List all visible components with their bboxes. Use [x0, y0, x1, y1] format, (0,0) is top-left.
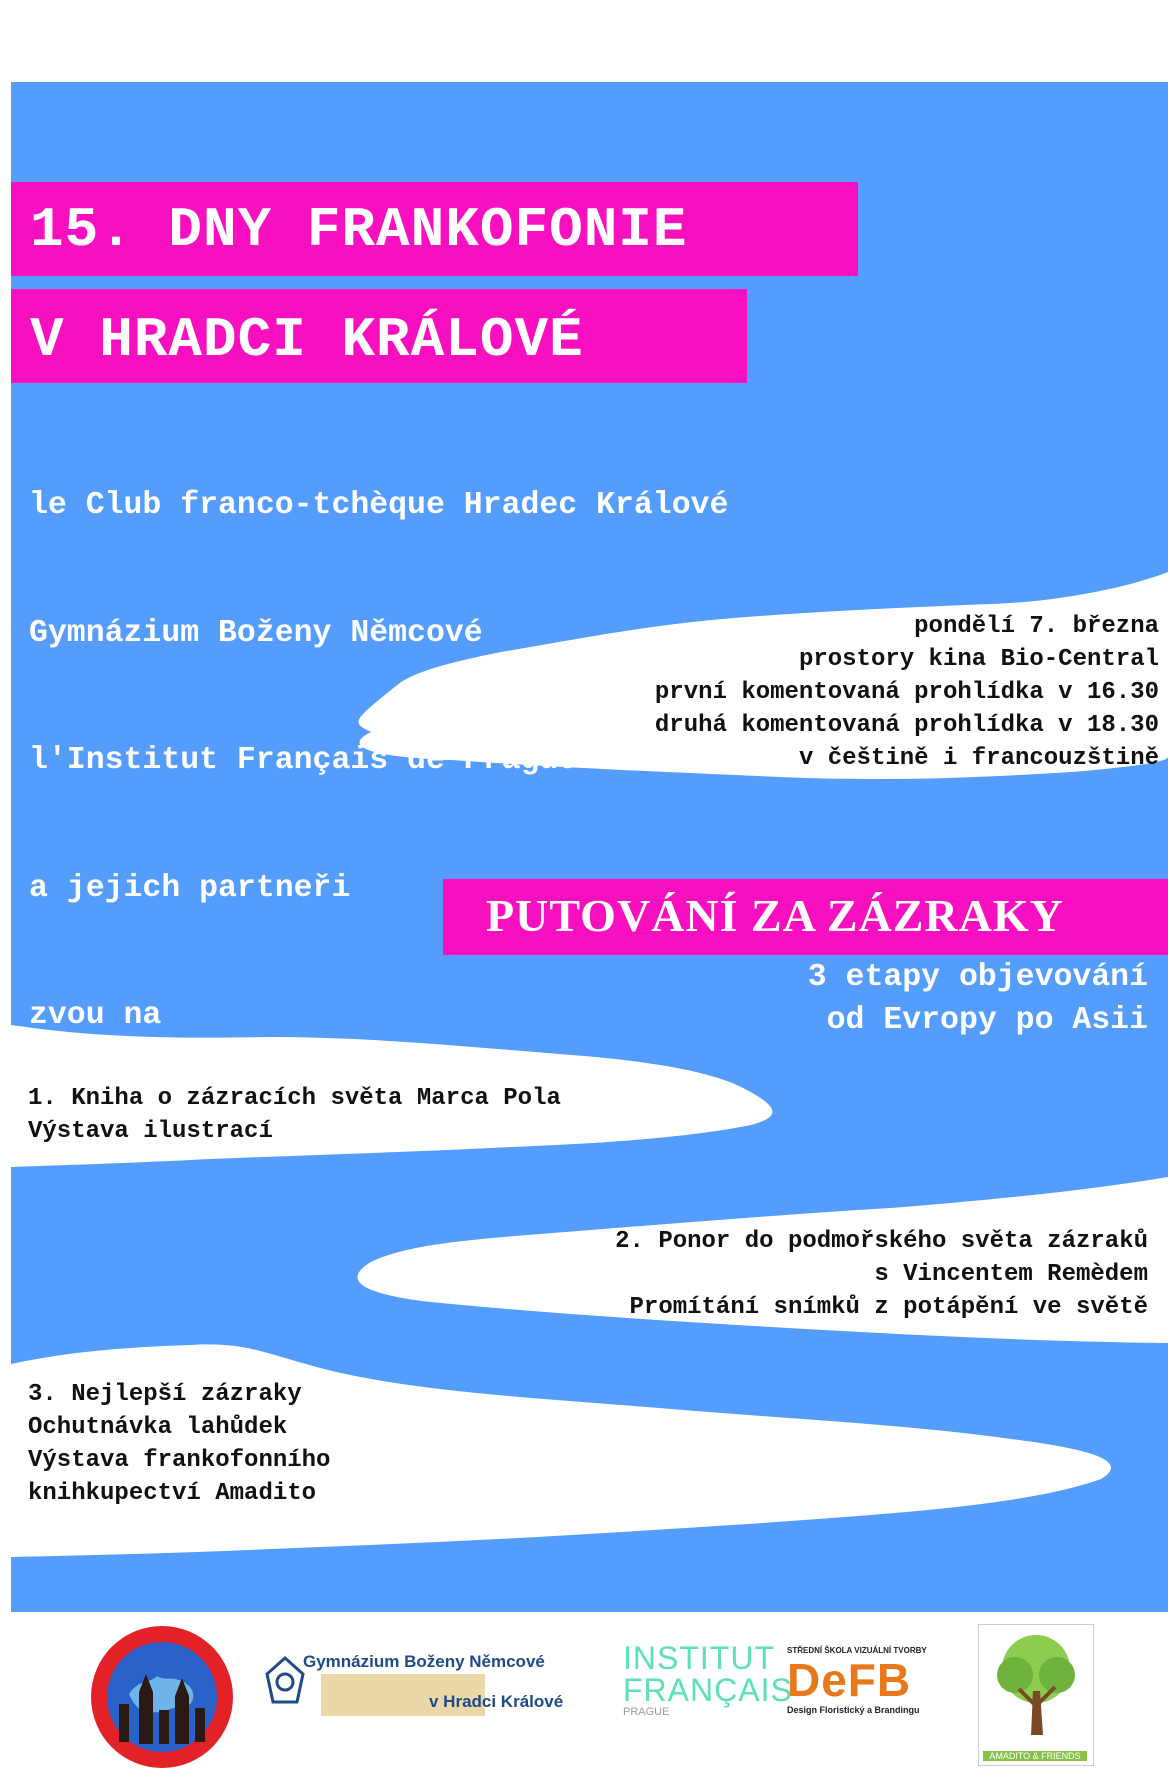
club-franco-tcheque-logo: [89, 1624, 235, 1770]
organizers-block: [29, 400, 728, 1123]
organizer-line: Gymnázium Boženy Němcové: [29, 615, 483, 651]
main-heading: PUTOVÁNÍ ZA ZÁZRAKY: [486, 890, 1064, 941]
stage-3-title: 3. Nejlepší zázraky: [28, 1381, 302, 1408]
event-languages: v češtině i francouzštině: [798, 745, 1159, 772]
event-date: pondělí 7. března: [914, 613, 1159, 640]
defb-school: STŘEDNÍ ŠKOLA VIZUÁLNÍ TVORBY: [787, 1646, 927, 1655]
event-venue: prostory kina Bio-Central: [798, 646, 1159, 673]
amadito-logo: [978, 1624, 1094, 1766]
amadito-label: AMADITO & FRIENDS: [983, 1751, 1087, 1761]
stage-2-title: 2. Ponor do podmořského světa zázraků: [615, 1228, 1148, 1255]
subheading-line: od Evropy po Asii: [826, 1003, 1148, 1038]
organizer-line: le Club franco-tchèque Hradec Králové: [29, 488, 729, 523]
defb-name: DeFB: [787, 1654, 912, 1706]
stage-1: [28, 1082, 561, 1148]
stage-3: [28, 1378, 330, 1510]
event-tour-1: první komentovaná prohlídka v 16.30: [654, 679, 1159, 706]
title-bar-2: [11, 289, 747, 383]
event-info-block: [655, 610, 1159, 775]
tree-icon: [985, 1631, 1087, 1741]
gymnazium-name: Gymnázium Boženy Němcové: [303, 1652, 545, 1671]
institut-line-3: PRAGUE: [623, 1706, 670, 1718]
poster-background: [11, 82, 1168, 1612]
event-tour-2: druhá komentovaná prohlídka v 18.30: [654, 712, 1159, 739]
subheading-line: 3 etapy objevování: [807, 960, 1148, 995]
stage-2-detail: s Vincentem Remèdem: [874, 1261, 1148, 1288]
subheading-block: [808, 956, 1148, 1042]
stage-3-detail: Ochutnávka lahůdek: [28, 1414, 288, 1441]
title-line-2: V HRADCI KRÁLOVÉ: [30, 308, 584, 372]
stage-3-detail: Výstava frankofonního: [28, 1447, 331, 1474]
defb-tagline: Design Floristický a Brandingu: [787, 1705, 920, 1715]
stage-2-detail: Promítání snímků z potápění ve světě: [629, 1294, 1148, 1321]
stage-1-detail: Výstava ilustrací: [28, 1118, 273, 1145]
institut-francais-logo: [623, 1640, 793, 1728]
gymnazium-city: v Hradci Králové: [429, 1692, 564, 1711]
defb-logo: [787, 1646, 943, 1726]
organizer-line: a jejich partneři: [29, 870, 351, 906]
gymnazium-logo: [263, 1652, 585, 1720]
institut-line-1: INSTITUT: [623, 1640, 775, 1676]
stage-2: [615, 1225, 1148, 1324]
partner-logos: [11, 1612, 1168, 1781]
organizer-line: l'Institut Français de Prague: [29, 743, 578, 778]
title-line-1: 15. DNY FRANKOFONIE: [30, 198, 688, 262]
main-heading-bar: [443, 879, 1168, 955]
gymnazium-emblem-icon: [263, 1656, 307, 1708]
organizer-line: zvou na: [29, 998, 162, 1033]
stage-3-detail: knihkupectví Amadito: [28, 1480, 317, 1507]
institut-line-2: FRANÇAIS: [623, 1672, 793, 1708]
stage-1-title: 1. Kniha o zázracích světa Marca Pola: [28, 1085, 561, 1112]
title-bar-1: [11, 182, 858, 276]
